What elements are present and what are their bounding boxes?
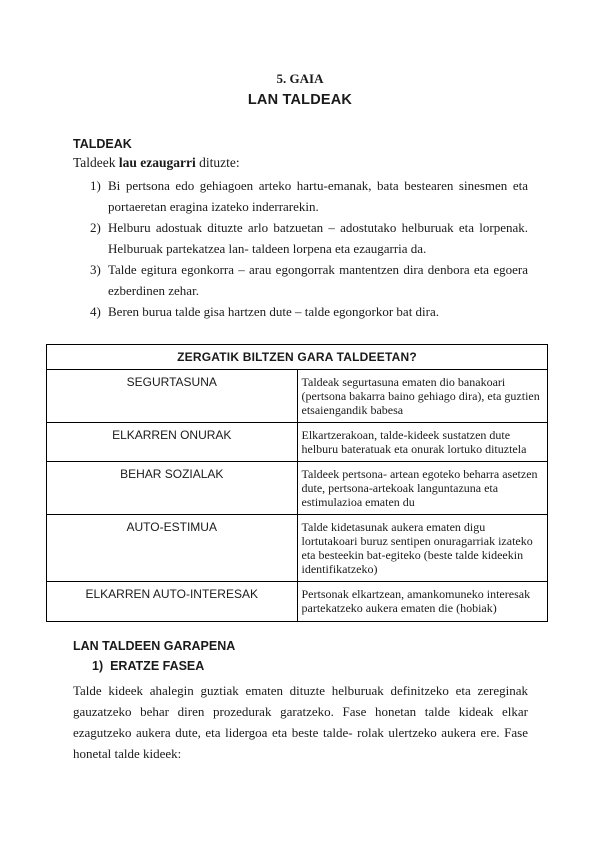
table-value-cell: Taldeek pertsona- artean egoteko beharra asetzen dute, pertsona-artekoak languntazuna eta estimulazioa ematen du [297,462,548,515]
table-value-cell: Talde kidetasunak aukera ematen digu lortutakoari buruz sentipen onuragarriak izateko eta besteekin bat-egiteko (beste talde kideekin identifikatzeko) [297,515,548,582]
table-row [47,515,548,582]
chapter-number: 5. GAIA [276,71,324,86]
table-row [47,462,548,515]
phase-title: ERATZE FASEA [110,659,205,673]
table-key-cell: AUTO-ESTIMUA [47,515,298,582]
table-value-cell: Pertsonak elkartzean, amankomuneko interesak partekatzeko aukera ematen die (hobiak) [297,582,548,622]
table-key-cell: ELKARREN AUTO-INTERESAK [47,582,298,622]
phase-number: 1) [92,659,104,673]
table-row [47,370,548,423]
phase-paragraph: Talde kideek ahalegin guztiak ematen dituzte helburuak definitzeko eta zereginak gauzatzeko behar diren prozedurak garatzeko. Fase honetan talde kideak elkar ezagutzeko aukera dute, eta lidergoa eta beste talde- rolak ulertzeko aukera ere. Fase honetal talde kideek: [73,683,528,761]
table-value-cell: Elkartzerakoan, talde-kideek sustatzen dute helburu bateratuak eta onurak lortuko dituztela [297,423,548,462]
list-item-text: Beren burua talde gisa hartzen dute – talde egongorkor bat dira. [108,304,440,319]
list-item-number: 1) [90,178,101,193]
table-key-cell: ELKARREN ONURAK [47,423,298,462]
list-item-number: 4) [90,304,101,319]
table-row [47,582,548,622]
section-heading-taldeak: TALDEAK [73,137,132,151]
table-header-row [47,345,548,370]
intro-prefix: Taldeek [73,155,119,170]
section-heading-garapena: LAN TALDEEN GARAPENA [73,639,236,653]
list-item-number: 2) [90,220,101,235]
table-row [47,423,548,462]
intro-sentence [73,155,240,171]
chapter-title: LAN TALDEAK [247,92,353,108]
reasons-table [46,344,548,622]
list-item [92,259,528,301]
features-list [92,175,528,322]
list-item [92,175,528,217]
list-item-text: Talde egitura egonkorra – arau egongorrak mantentzen dira denbora eta egoera ezberdinen zehar. [108,262,528,298]
list-item [92,217,528,259]
table-title: ZERGATIK BILTZEN GARA TALDEETAN? [47,345,548,370]
list-item-text: Helburu adostuak dituzte arlo batzuetan – adostutako helburuak eta lorpenak. Helburuak partekatzea lan- taldeen lorpena eta ezaugarria da. [108,220,528,256]
list-item-text: Bi pertsona edo gehiagoen arteko hartu-emanak, bata bestearen sinesmen eta portaeretan eragina izateko inderrarekin. [108,178,528,214]
table-value-cell: Taldeak segurtasuna ematen dio banakoari (pertsona bakarra baino gehiago dira), eta guztien etsaiengandik babesa [297,370,548,423]
intro-bold: lau ezaugarri [118,155,196,170]
list-item [92,301,528,322]
table-key-cell: SEGURTASUNA [47,370,298,423]
table-key-cell: BEHAR SOZIALAK [47,462,298,515]
intro-suffix: dituzte: [195,155,240,170]
list-item-number: 3) [90,262,101,277]
phase-heading [92,659,204,673]
